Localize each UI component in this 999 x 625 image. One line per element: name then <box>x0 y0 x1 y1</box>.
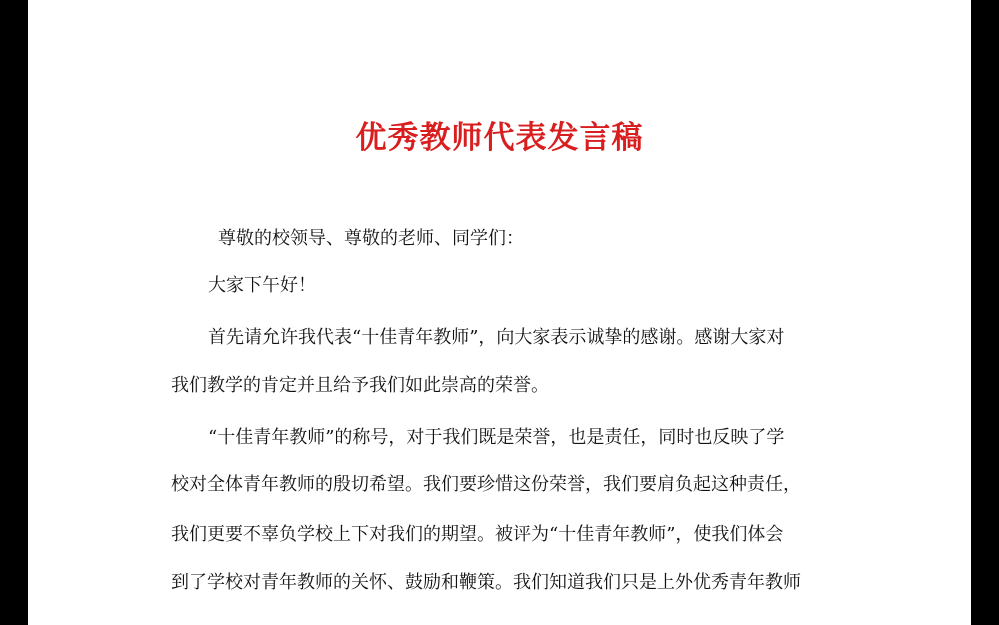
document-page[interactable] <box>28 0 971 625</box>
greeting-line: 大家下午好！ <box>208 275 316 296</box>
paragraph-line: 到了学校对青年教师的关怀、鼓励和鞭策。我们知道我们只是上外优秀青年教师 <box>171 572 801 593</box>
paragraph-line: 校对全体青年教师的殷切希望。我们要珍惜这份荣誉，我们要肩负起这种责任， <box>171 474 801 495</box>
paragraph-line: “十佳青年教师”的称号，对于我们既是荣誉，也是责任，同时也反映了学 <box>208 427 785 448</box>
paragraph-line: 我们教学的肯定并且给予我们如此崇高的荣誉。 <box>171 375 549 396</box>
paragraph-line: 我们更要不辜负学校上下对我们的期望。被评为“十佳青年教师”，使我们体会 <box>171 524 784 545</box>
salutation-line: 尊敬的校领导、尊敬的老师、同学们： <box>218 228 524 249</box>
paragraph-line: 首先请允许我代表“十佳青年教师”，向大家表示诚挚的感谢。感谢大家对 <box>208 327 785 348</box>
document-title: 优秀教师代表发言稿 <box>355 120 644 156</box>
